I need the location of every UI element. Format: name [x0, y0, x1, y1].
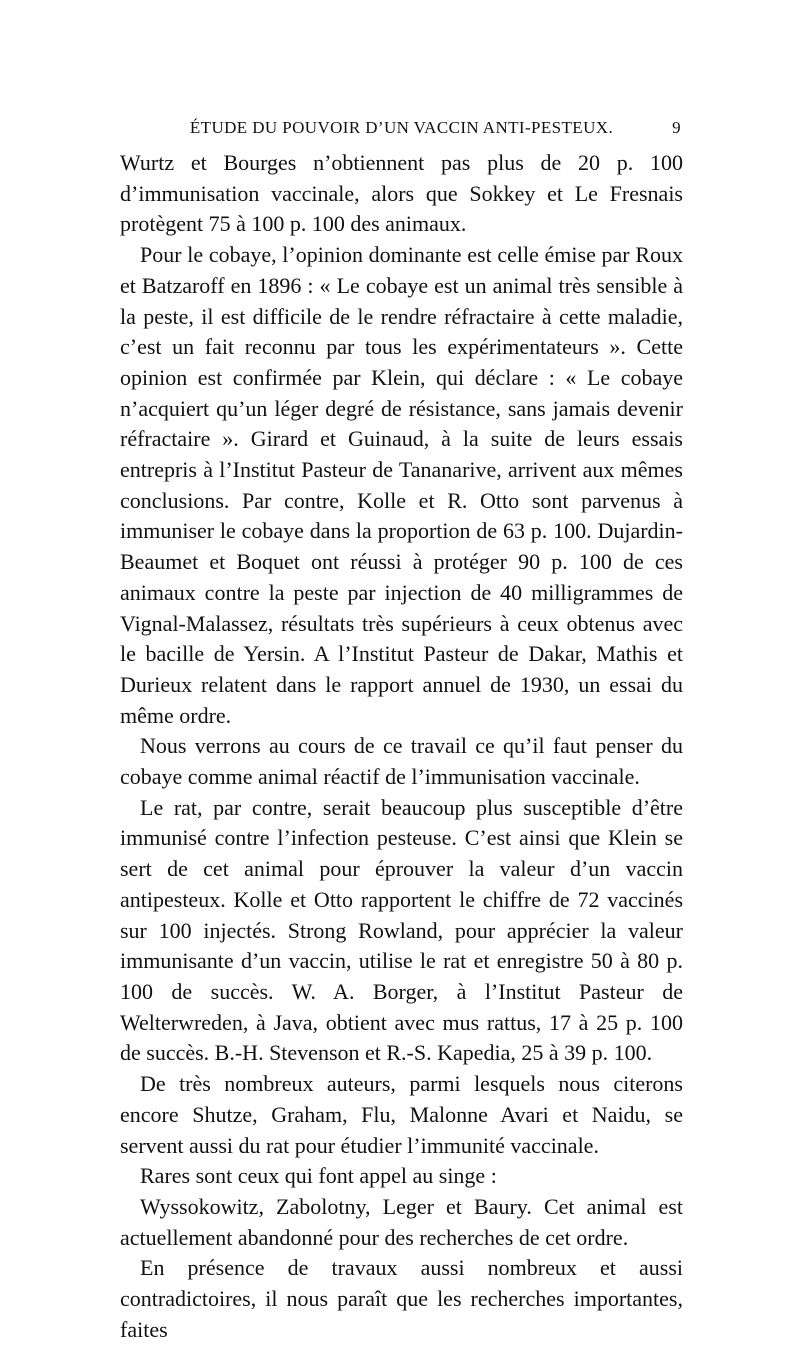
document-page	[120, 118, 683, 1345]
paragraph-3: Nous verrons au cours de ce travail ce qu’il faut penser du cobaye comme animal réactif de l’immunisation vaccinale.	[120, 733, 683, 790]
running-title: ÉTUDE DU POUVOIR D’UN VACCIN ANTI-PESTEUX.	[189, 118, 614, 137]
paragraph-5: De très nombreux auteurs, parmi lesquels nous citerons encore Shutze, Graham, Flu, Malonne Avari et Naidu, se servent aussi du rat pour étudier l’immunité vaccinale.	[120, 1071, 683, 1158]
page-number: 9	[672, 118, 681, 137]
paragraph-4: Le rat, par contre, serait beaucoup plus susceptible d’être immunisé contre l’infection pesteuse. C’est ainsi que Klein se sert de cet animal pour éprouver la valeur d’un vaccin antipesteux. Kolle et Otto rapportent le chiffre de 72 vaccinés sur 100 injectés. Strong Rowland, pour apprécier la valeur immunisante d’un vaccin, utilise le rat et enregistre 50 à 80 p. 100 de succès. W. A. Borger, à l’Institut Pasteur de Welterwreden, à Java, obtient avec mus rattus, 17 à 25 p. 100 de succès. B.-H. Stevenson et R.-S. Kapedia, 25 à 39 p. 100.	[120, 794, 683, 1066]
paragraph-7: Wyssokowitz, Zabolotny, Leger et Baury. Cet animal est actuellement abandonné pour des recherches de cet ordre.	[120, 1193, 683, 1250]
paragraph-2: Pour le cobaye, l’opinion dominante est celle émise par Roux et Batzaroff en 1896 : « Le cobaye est un animal très sensible à la peste, il est difficile de le rendre réfractaire à cette maladie, c’est un fait reconnu par tous les expérimentateurs ». Cette opinion est confirmée par Klein, qui déclare : « Le cobaye n’acquiert qu’un léger degré de résistance, sans jamais devenir réfractaire ». Girard et Guinaud, à la suite de leurs essais entrepris à l’Institut Pasteur de Tananarive, arrivent aux mêmes conclusions. Par contre, Kolle et R. Otto sont parvenus à immuniser le cobaye dans la proportion de 63 p. 100. Dujardin-Beaumet et Boquet ont réussi à protéger 90 p. 100 de ces animaux contre la peste par injection de 40 milligrammes de Vignal-Malassez, résultats très supérieurs à ceux obtenus avec le bacille de Yersin. A l’Institut Pasteur de Dakar, Mathis et Durieux relatent dans le rapport annuel de 1930, un essai du même ordre.	[120, 242, 683, 728]
running-header	[120, 118, 683, 148]
paragraph-1: Wurtz et Bourges n’obtiennent pas plus de 20 p. 100 d’immunisation vaccinale, alors que Sokkey et Le Fresnais protègent 75 à 100 p. 100 des animaux.	[120, 150, 683, 237]
paragraph-6: Rares sont ceux qui font appel au singe :	[140, 1163, 497, 1189]
paragraph-8: En présence de travaux aussi nombreux et aussi contradictoires, il nous paraît que les recherches importantes, faites	[120, 1255, 683, 1342]
body-text	[120, 148, 683, 1345]
